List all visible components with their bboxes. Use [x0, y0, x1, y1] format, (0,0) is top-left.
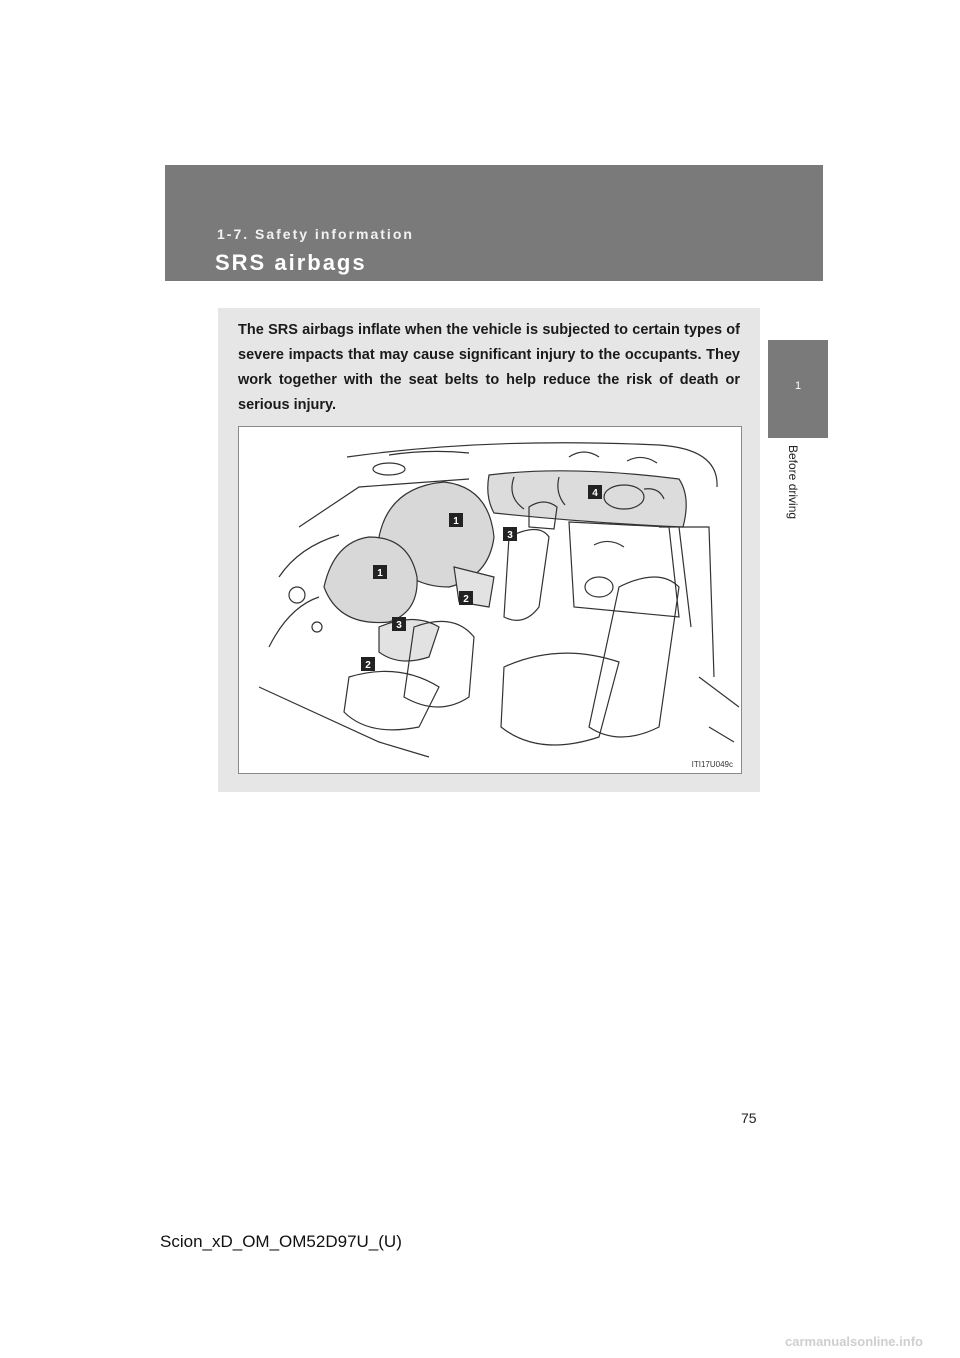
callout-1-lower-label: 1 — [377, 568, 383, 579]
document-id: Scion_xD_OM_OM52D97U_(U) — [160, 1232, 402, 1251]
callout-2-upper-label: 2 — [463, 594, 469, 605]
intro-text: The SRS airbags inflate when the vehicle is subjected to certain types of severe impacts that may cause significant injury to the occupants. They work together with the seat belts to help reduce the risk of death or serious injury. — [238, 322, 740, 413]
figure-code: ITI17U049c — [691, 760, 733, 769]
callout-2-lower — [361, 657, 375, 671]
callout-3-lower — [392, 617, 406, 631]
chapter-tab-label: Before driving — [786, 445, 800, 520]
callout-1-upper-label: 1 — [453, 516, 459, 527]
callout-3-lower-label: 3 — [396, 620, 402, 631]
section-label: 1-7. Safety information — [217, 226, 414, 242]
airbag-illustration — [238, 426, 742, 774]
page-title: SRS airbags — [215, 250, 367, 275]
car-interior-drawing — [239, 427, 741, 773]
callout-1-lower — [373, 565, 387, 579]
chapter-tab — [768, 340, 828, 438]
watermark: carmanualsonline.info — [785, 1334, 923, 1349]
chapter-tab-number: 1 — [794, 380, 802, 392]
intro-box — [218, 308, 760, 792]
callout-4-label: 4 — [592, 488, 598, 499]
page-number: 75 — [741, 1110, 757, 1126]
callout-4 — [588, 485, 602, 499]
callout-3-upper-label: 3 — [507, 530, 513, 541]
callout-3-upper — [503, 527, 517, 541]
callout-1-upper — [449, 513, 463, 527]
callout-2-upper — [459, 591, 473, 605]
callout-2-lower-label: 2 — [365, 660, 371, 671]
